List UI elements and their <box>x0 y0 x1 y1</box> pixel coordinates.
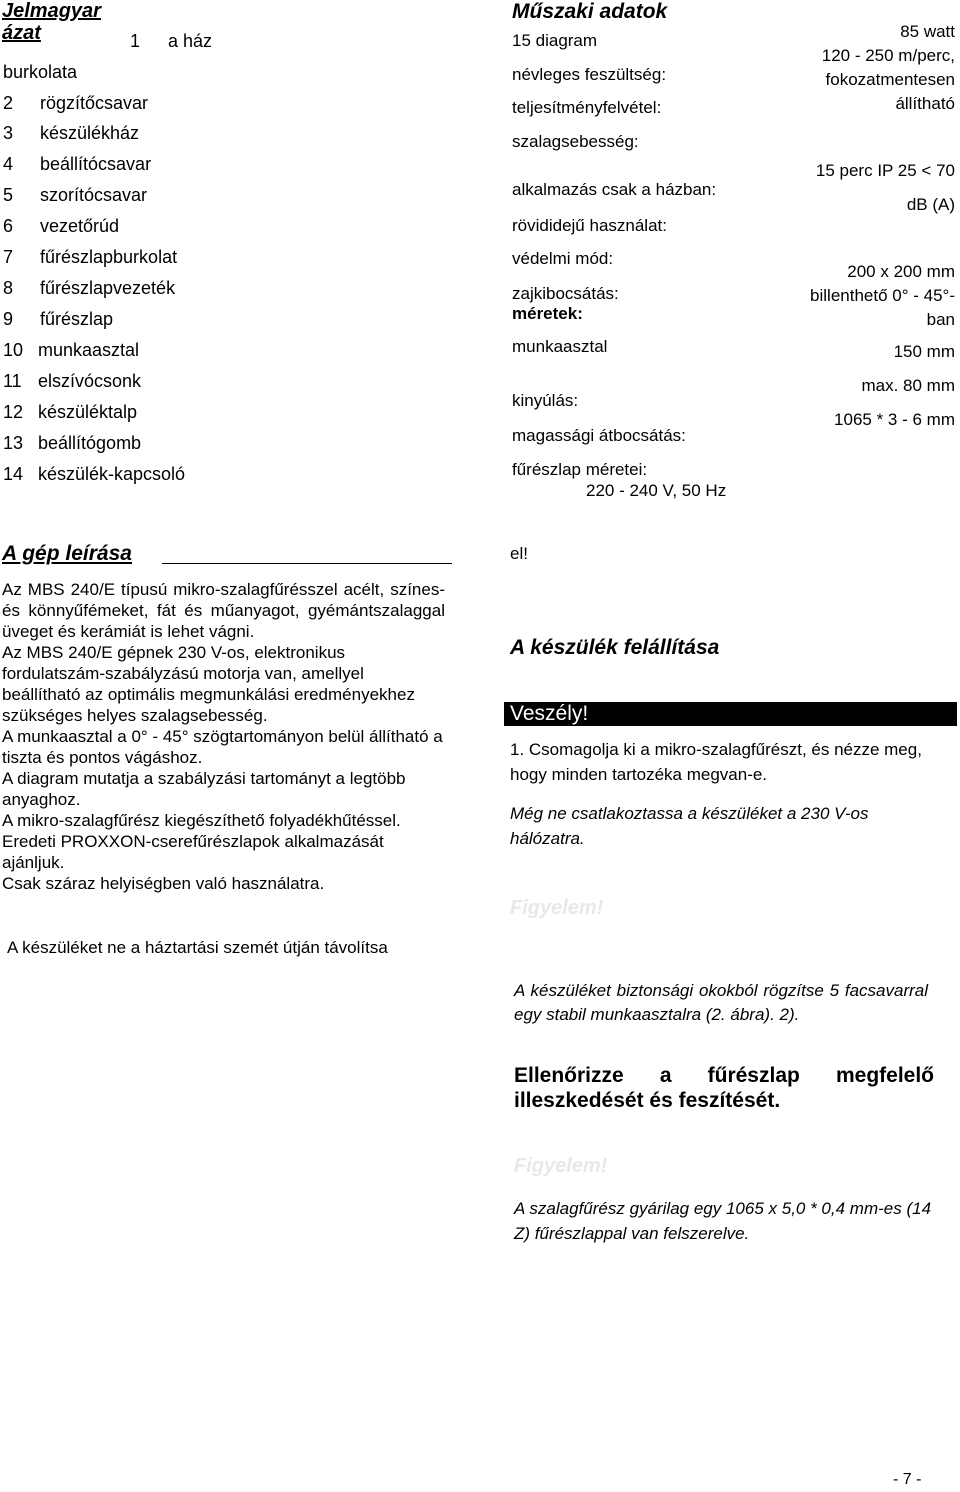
description-p5: A mikro-szalagfűrész kiegészíthető folyadékhűtéssel. <box>2 811 401 830</box>
attention-label-2: Figyelem! <box>514 1155 608 1177</box>
legend-item-1-num: 1 <box>130 31 141 51</box>
spec-label-speed: szalagsebesség: <box>512 132 639 151</box>
legend-item-3-num: 3 <box>3 123 14 143</box>
legend-item-12-label: készüléktalp <box>38 402 138 422</box>
danger-bar <box>504 702 957 726</box>
spec-label-indoor: alkalmazás csak a házban: <box>512 180 717 199</box>
legend-item-10-num: 10 <box>3 340 24 360</box>
spec-label-blade: fűrészlap méretei: <box>512 460 648 479</box>
description-p6: Eredeti PROXXON-cserefűrészlapok alkalmazását ajánljuk. <box>2 832 384 872</box>
legend-item-2-label: rögzítőcsavar <box>40 93 149 113</box>
legend-item-14-num: 14 <box>3 464 24 484</box>
legend-title-line1: Jelmagyar <box>2 0 101 22</box>
legend-item-4-num: 4 <box>3 154 14 174</box>
legend-item-11-label: elszívócsonk <box>38 371 142 391</box>
spec-label-table: munkaasztal <box>512 337 608 356</box>
legend-title-line2: ázat <box>2 22 41 44</box>
description-p2: Az MBS 240/E gépnek 230 V-os, elektronikus fordulatszám-szabályzású motorja van, amellyel beállítható az optimális megmunkálási eredményekhez szükséges helyes szalagsebesség. <box>2 643 415 725</box>
spec-noise-value: dB (A) <box>906 195 955 214</box>
legend-item-2-num: 2 <box>3 93 14 113</box>
legend-item-13-num: 13 <box>3 433 24 453</box>
legend-item-6-label: vezetőrúd <box>40 216 120 236</box>
spec-power-value: 85 watt <box>900 22 955 41</box>
spec-label-height: magassági átbocsátás: <box>512 426 686 445</box>
legend-item-11-num: 11 <box>3 371 22 391</box>
attention-label-1: Figyelem! <box>510 897 604 919</box>
description-p1: Az MBS 240/E típusú mikro-szalagfűrésszel acélt, színes- és könnyűfémeket, fát és műanyagot, gyémántszalaggal üveget és kerámiát is lehet vágni. <box>2 580 445 641</box>
spec-label-short-use: rövididejű használat: <box>512 216 667 235</box>
description-title-text: A gép leírása <box>2 542 132 565</box>
blade-factory-note: A szalagfűrész gyárilag egy 1065 x 5,0 * 0,4 mm-es (14 Z) fűrészlappal van felszerelve. <box>514 1199 932 1243</box>
legend-item-7-label: fűrészlapburkolat <box>40 247 178 267</box>
spec-speed-value-2: fokozatmentesen <box>825 70 955 89</box>
spec-blade-value: 1065 * 3 - 6 mm <box>834 410 955 429</box>
spec-label-reach: kinyúlás: <box>512 391 579 410</box>
setup-warning: Még ne csatlakoztassa a készüléket a 230 V-os hálózatra. <box>510 804 869 848</box>
check-blade-note: Ellenőrizze a fűrészlap megfelelő illeszkedését és feszítését. <box>514 1064 934 1112</box>
disposal-note-end: el! <box>510 544 528 563</box>
spec-table-value-3: ban <box>926 310 955 329</box>
spec-label-power: teljesítményfelvétel: <box>512 98 662 117</box>
legend-item-8-label: fűrészlapvezeték <box>40 278 176 298</box>
legend-item-5-num: 5 <box>3 185 14 205</box>
fix-note: A készüléket biztonsági okokból rögzítse 5 facsavarral egy stabil munkaasztalra (2. ábra). 2). <box>514 981 928 1024</box>
description-body <box>2 579 445 894</box>
spec-label-noise: zajkibocsátás: <box>512 284 619 303</box>
spec-speed-value-3: állítható <box>895 94 955 113</box>
danger-label: Veszély! <box>510 702 589 725</box>
legend-item-4-label: beállítócsavar <box>40 154 152 174</box>
spec-height-value: max. 80 mm <box>861 376 955 395</box>
legend-item-14-label: készülék-kapcsoló <box>38 464 186 484</box>
spec-voltage-value: 220 - 240 V, 50 Hz <box>586 481 727 500</box>
spec-table-value-2: billenthető 0° - 45°- <box>810 286 955 305</box>
title-underline-rule <box>162 563 452 564</box>
legend-item-3-label: készülékház <box>40 123 140 143</box>
spec-reach-value: 150 mm <box>893 342 955 361</box>
spec-table-value-1: 200 x 200 mm <box>847 262 955 281</box>
legend-item-1-cont: burkolata <box>3 62 78 82</box>
description-title <box>2 542 132 566</box>
page-number: - 7 - <box>893 1471 922 1488</box>
legend-item-12-num: 12 <box>3 402 24 422</box>
legend-item-10-label: munkaasztal <box>38 340 140 360</box>
setup-title: A készülék felállítása <box>510 636 720 659</box>
legend-item-13-label: beállítógomb <box>38 433 142 453</box>
spec-label-dimensions: méretek: <box>512 304 583 323</box>
spec-label-voltage: névleges feszültség: <box>512 65 667 84</box>
spec-label-protection: védelmi mód: <box>512 249 614 268</box>
legend-item-1-label: a ház <box>168 31 213 51</box>
description-p4: A diagram mutatja a szabályzási tartományt a legtöbb anyaghoz. <box>2 769 406 809</box>
specs-title: Műszaki adatok <box>512 0 668 23</box>
description-p7: Csak száraz helyiségben való használatra. <box>2 874 325 893</box>
legend-item-9-num: 9 <box>3 309 14 329</box>
setup-step-1: 1. Csomagolja ki a mikro-szalagfűrészt, és nézze meg, hogy minden tartozéka megvan-e. <box>510 740 922 784</box>
description-p3: A munkaasztal a 0° - 45° szögtartományon belül állítható a tiszta és pontos vágáshoz. <box>2 727 443 767</box>
legend-item-6-num: 6 <box>3 216 14 236</box>
legend-item-9-label: fűrészlap <box>40 309 114 329</box>
spec-label-diagram: 15 diagram <box>512 31 598 50</box>
disposal-note: A készüléket ne a háztartási szemét útján távolítsa <box>7 938 388 957</box>
spec-speed-value-1: 120 - 250 m/perc, <box>821 46 955 65</box>
legend-item-5-label: szorítócsavar <box>40 185 148 205</box>
legend-item-8-num: 8 <box>3 278 14 298</box>
legend-item-7-num: 7 <box>3 247 14 267</box>
spec-short-use-value: 15 perc IP 25 < 70 <box>815 161 955 180</box>
